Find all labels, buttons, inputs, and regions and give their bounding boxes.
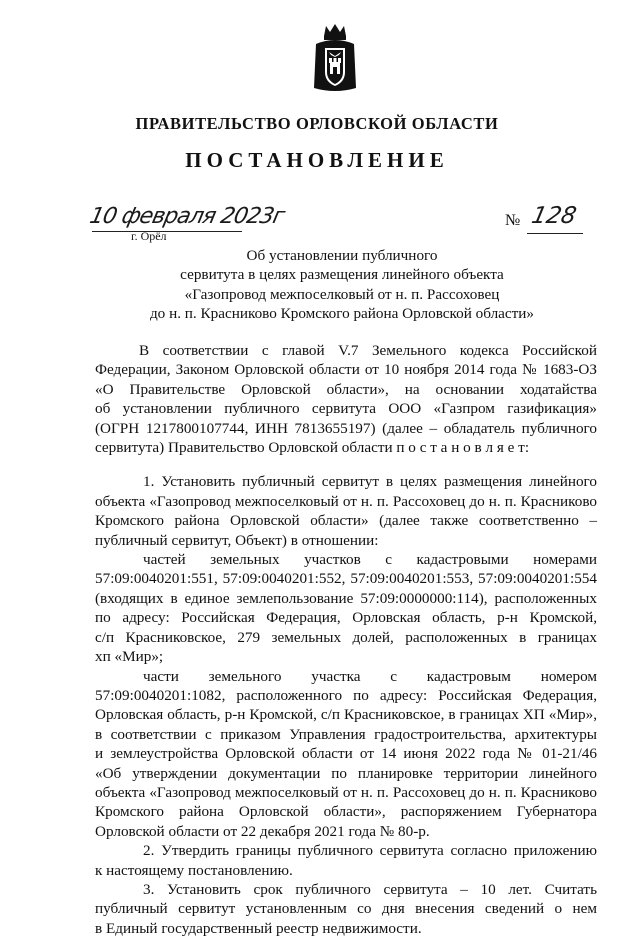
city-label: г. Орёл [131,229,167,243]
date-underline [92,231,242,232]
text-line: Орловская область, р-н Кромской, с/п Красниковское, в границах ХП «Мир», [95,706,597,724]
text-line: 2. Утвердить границы публичного сервитута согласно приложению [143,842,597,860]
text-line: в соответствии с приказом Управления градостроительства, архитектуры [95,725,597,743]
item-1-paragraph [95,472,597,550]
text-line: Кромского района Орловской области», распоряжением Губернатора [95,803,597,821]
text-line: и землеустройства Орловской области от 14 июня 2022 года № 01-21/46 [95,745,597,763]
item-3-paragraph [95,880,597,938]
title-line: сервитута в целях размещения линейного объекта [180,266,504,284]
text-line: публичный сервитут, Объект) в отношении: [95,531,379,549]
text-line: (входящих в единое землепользование 57:09:0000000:114), расположенных [95,589,597,607]
text-line: 57:09:0040201:551, 57:09:0040201:552, 57:09:0040201:553, 57:09:0040201:554 [95,570,597,588]
government-name: ПРАВИТЕЛЬСТВО ОРЛОВСКОЙ ОБЛАСТИ [135,114,499,133]
text-line: «Об утверждении документации по планировке территории линейного [95,764,597,782]
text-line: В соответствии с главой V.7 Земельного кодекса Российской [139,342,597,359]
text-line: публичный сервитут установленным со дня внесения сведений о нем [95,900,597,918]
text-line: (ОГРН 1217800107744, ИНН 7813655197) (далее – обладатель публичного [95,419,597,437]
title-line: Об установлении публичного [246,247,438,264]
text-line: сервитута) Правительство Орловской области п о с т а н о в л я е т: [95,439,530,457]
item-1a-paragraph [95,550,597,666]
document-type: ПОСТАНОВЛЕНИЕ [185,148,449,172]
text-line: к настоящему постановлению. [95,861,293,879]
text-line: объекта «Газопровод межпоселковый от н. п. Рассоховец до н. п. Красниково [95,492,597,510]
text-line: с/п Красниковское, 279 земельных долей, расположенных в границах [95,628,597,646]
text-line: хп «Мир»; [95,648,164,666]
text-line: Кромского района Орловской области» (далее также соответственно – [95,512,597,530]
text-line: 57:09:0040201:1082, расположенного по адресу: Российская Федерация, [95,686,597,704]
text-line: 1. Установить публичный сервитут в целях размещения линейного [143,473,597,491]
text-line: Федерации, Законом Орловской области от 10 ноября 2014 года № 1683-ОЗ [95,361,597,379]
item-2-paragraph [95,841,597,880]
text-line: «О Правительстве Орловской области», на основании ходатайства [95,380,597,398]
document-number: 128 [529,203,579,229]
number-underline [527,233,583,234]
text-line: Орловской области от 22 декабря 2021 года № 80-р. [95,822,430,840]
text-line: части земельного участка с кадастровым номером [143,667,597,685]
text-line: об установлении публичного сервитута ООО «Газпром газификация» [95,400,597,418]
item-1b-paragraph [95,667,597,842]
title-line: «Газопровод межпоселковый от н. п. Рассоховец [184,285,500,303]
resolution-title [100,246,584,323]
number-sign: № [505,212,521,229]
signature-date: 10 февраля 2023г [87,204,287,229]
text-line: 3. Установить срок публичного сервитута – 10 лет. Считать [143,880,597,898]
text-line: объекта «Газопровод межпоселковый от н. п. Рассоховец до н. п. Красниково [95,783,597,801]
text-line: в Единый государственный реестр недвижимости. [95,919,422,937]
text-line: по адресу: Российская Федерация, Орловская область, р-н Кромской, [95,609,597,627]
preamble-paragraph [95,341,597,457]
title-line: до н. п. Красниково Кромского района Орловской области» [149,304,535,322]
resolution-body [95,341,597,938]
orel-coat-of-arms-icon [312,22,358,94]
text-line: частей земельных участков с кадастровыми номерами [143,551,597,569]
